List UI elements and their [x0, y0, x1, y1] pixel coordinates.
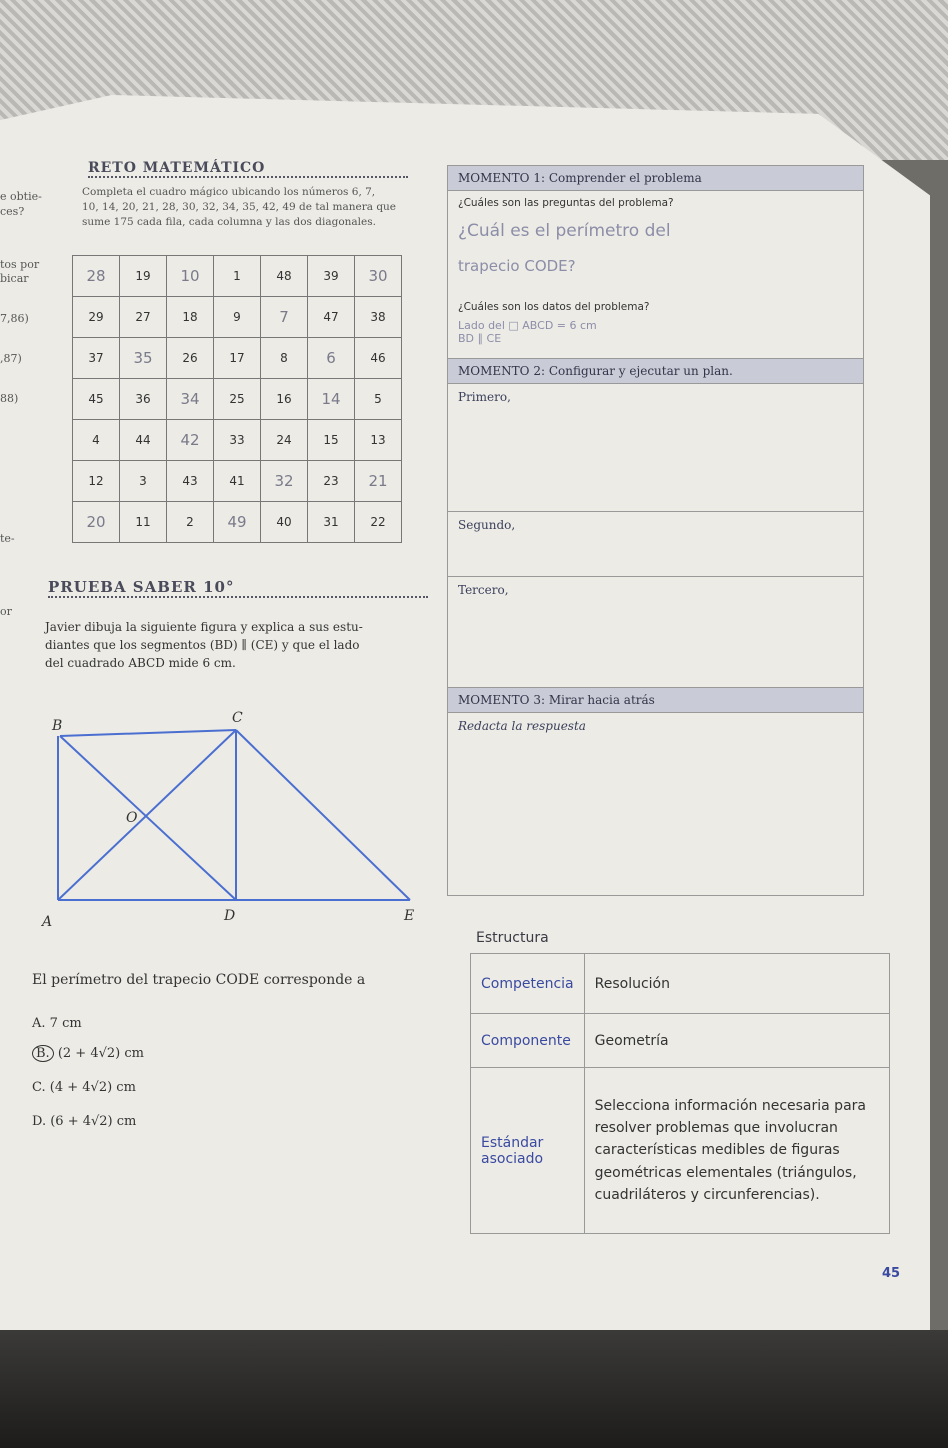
question-text: El perímetro del trapecio CODE corresponde a [32, 972, 366, 988]
page-number: 45 [882, 1266, 901, 1281]
reto-instruction-3: sume 175 cada fila, cada columna y las dos diagonales. [82, 216, 376, 228]
magic-square-cell: 35 [120, 338, 167, 379]
background-bottom [0, 1330, 948, 1448]
momento2-tercero: Tercero, [458, 583, 509, 597]
magic-square-cell: 26 [167, 338, 214, 379]
magic-square-cell: 38 [355, 297, 402, 338]
segment-bc [60, 730, 236, 736]
magic-square-cell: 39 [308, 256, 355, 297]
estructura-key: Componente [471, 1014, 585, 1068]
margin-fragment: or [0, 605, 12, 618]
magic-square-cell: 17 [214, 338, 261, 379]
trapezoid-figure [38, 690, 438, 940]
magic-square-cell: 13 [355, 420, 402, 461]
margin-fragment: ces? [0, 205, 25, 218]
margin-fragment: tos por [0, 258, 40, 271]
margin-fragment: te- [0, 532, 15, 545]
magic-square-cell: 49 [214, 502, 261, 543]
magic-square-cell: 15 [308, 420, 355, 461]
magic-square-cell: 8 [261, 338, 308, 379]
magic-square-cell: 45 [73, 379, 120, 420]
magic-square-cell: 12 [73, 461, 120, 502]
estructura-value: Geometría [584, 1014, 889, 1068]
magic-square-row [73, 502, 402, 543]
estructura-key: Competencia [471, 954, 585, 1014]
label-d: D [224, 908, 236, 924]
segment-ce [236, 730, 410, 900]
label-a: A [42, 914, 53, 930]
magic-square-row [73, 297, 402, 338]
margin-fragment: e obtie- [0, 190, 42, 203]
momento1-answer-1a: ¿Cuál es el perímetro del [458, 221, 671, 241]
momentos-box [447, 165, 864, 896]
segment-bd [60, 736, 236, 900]
magic-square-cell: 46 [355, 338, 402, 379]
magic-square-cell: 10 [167, 256, 214, 297]
table-row [471, 1014, 890, 1068]
table-row [471, 954, 890, 1014]
magic-square-cell: 9 [214, 297, 261, 338]
magic-square-cell: 48 [261, 256, 308, 297]
magic-square-cell: 22 [355, 502, 402, 543]
estructura-table [470, 953, 890, 1234]
estructura-value: Resolución [584, 954, 889, 1014]
magic-square-cell: 18 [167, 297, 214, 338]
option-b[interactable]: B. (2 + 4√2) cm [32, 1046, 144, 1061]
estructura-key: Estándar asociado [471, 1068, 585, 1234]
magic-square-cell: 7 [261, 297, 308, 338]
magic-square-cell: 11 [120, 502, 167, 543]
magic-square-cell: 21 [355, 461, 402, 502]
magic-square-row [73, 379, 402, 420]
magic-square-cell: 24 [261, 420, 308, 461]
momento3-header: MOMENTO 3: Mirar hacia atrás [448, 687, 863, 713]
magic-square-row [73, 256, 402, 297]
momento2-segundo: Segundo, [448, 512, 863, 577]
magic-square-cell: 6 [308, 338, 355, 379]
magic-square-cell: 14 [308, 379, 355, 420]
magic-square-cell: 32 [261, 461, 308, 502]
option-d[interactable]: D. (6 + 4√2) cm [32, 1114, 137, 1129]
reto-title: RETO MATEMÁTICO [88, 160, 408, 178]
label-o: O [126, 810, 138, 826]
magic-square-cell: 31 [308, 502, 355, 543]
label-b: B [52, 718, 63, 734]
label-c: C [232, 710, 243, 726]
estructura-value: Selecciona información necesaria para resolver problemas que involucran características medibles de figuras geométricas elementales (triángulos, cuadriláteros y circunferencias). [584, 1068, 889, 1234]
momento3-redacta: Redacta la respuesta [458, 719, 586, 733]
magic-square-cell: 23 [308, 461, 355, 502]
prueba-text-1: Javier dibuja la siguiente figura y explica a sus estu- [45, 620, 363, 634]
magic-square-cell: 42 [167, 420, 214, 461]
magic-square-cell: 44 [120, 420, 167, 461]
label-e: E [404, 908, 415, 924]
momento1-answer-2: Lado del □ ABCD = 6 cm [458, 319, 597, 332]
magic-square-cell: 19 [120, 256, 167, 297]
estructura-title: Estructura [476, 930, 549, 946]
prueba-text-2: diantes que los segmentos (BD) ∥ (CE) y que el lado [45, 638, 360, 652]
magic-square-cell: 37 [73, 338, 120, 379]
magic-square-cell: 20 [73, 502, 120, 543]
momento1-question-2: ¿Cuáles son los datos del problema? [458, 301, 650, 313]
option-c[interactable]: C. (4 + 4√2) cm [32, 1080, 136, 1095]
margin-fragment: ,87) [0, 352, 22, 365]
magic-square-cell: 33 [214, 420, 261, 461]
magic-square-cell: 16 [261, 379, 308, 420]
reto-instruction-2: 10, 14, 20, 21, 28, 30, 32, 34, 35, 42, 49 de tal manera que [82, 201, 397, 213]
magic-square-cell: 25 [214, 379, 261, 420]
magic-square [72, 255, 402, 543]
magic-square-cell: 36 [120, 379, 167, 420]
momento1-answer-1b: trapecio CODE? [458, 257, 576, 275]
magic-square-cell: 2 [167, 502, 214, 543]
magic-square-cell: 34 [167, 379, 214, 420]
magic-square-cell: 40 [261, 502, 308, 543]
reto-instruction-1: Completa el cuadro mágico ubicando los números 6, 7, [82, 186, 376, 198]
magic-square-cell: 43 [167, 461, 214, 502]
table-row [471, 1068, 890, 1234]
magic-square-cell: 30 [355, 256, 402, 297]
magic-square-row [73, 338, 402, 379]
margin-fragment: 7,86) [0, 312, 29, 325]
magic-square-cell: 28 [73, 256, 120, 297]
prueba-title: PRUEBA SABER 10° [48, 578, 428, 598]
magic-square-cell: 29 [73, 297, 120, 338]
option-a[interactable]: A. 7 cm [32, 1016, 82, 1031]
momento1-header: MOMENTO 1: Comprender el problema [448, 166, 863, 191]
prueba-text-3: del cuadrado ABCD mide 6 cm. [45, 656, 236, 670]
momento1-question-1: ¿Cuáles son las preguntas del problema? [458, 197, 674, 209]
margin-fragment: 88) [0, 392, 19, 405]
margin-fragment: bicar [0, 272, 29, 285]
momento1-answer-2b: BD ∥ CE [458, 332, 502, 345]
magic-square-row [73, 420, 402, 461]
magic-square-cell: 5 [355, 379, 402, 420]
momento2-primero: Primero, [448, 384, 863, 512]
momento2-header: MOMENTO 2: Configurar y ejecutar un plan. [448, 358, 863, 384]
magic-square-cell: 27 [120, 297, 167, 338]
magic-square-cell: 47 [308, 297, 355, 338]
magic-square-cell: 3 [120, 461, 167, 502]
magic-square-row [73, 461, 402, 502]
magic-square-cell: 41 [214, 461, 261, 502]
magic-square-cell: 4 [73, 420, 120, 461]
magic-square-cell: 1 [214, 256, 261, 297]
